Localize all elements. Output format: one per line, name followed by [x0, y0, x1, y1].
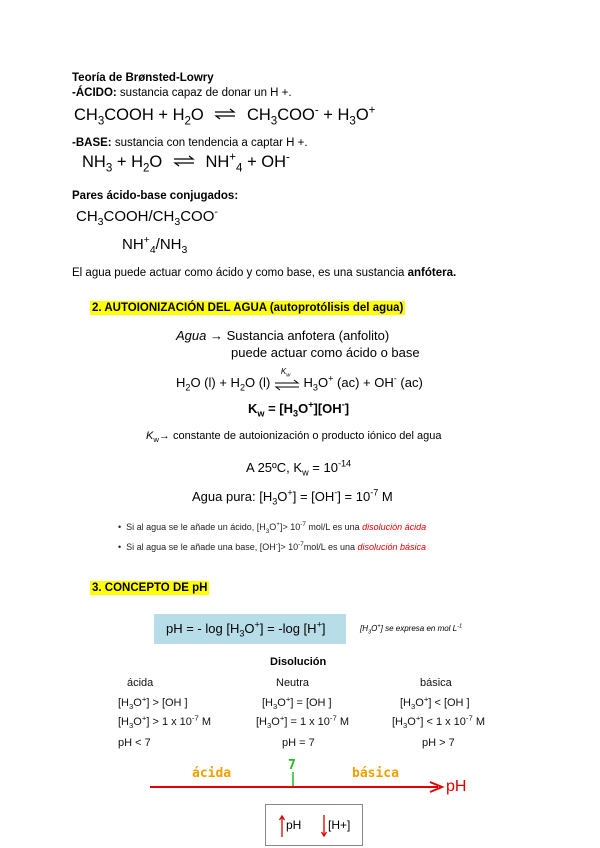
- section2-heading: 2. AUTOIONIZACIÓN DEL AGUA (autoprotólisis del agua): [92, 302, 404, 314]
- section3-heading: 3. CONCEPTO DE pH: [92, 582, 208, 594]
- scale-ph-label: pH: [446, 778, 467, 795]
- kw-description: $K_w\to$ constante de autoionización o producto iónico del agua: [146, 430, 442, 445]
- col-acid-name: ácida: [127, 677, 154, 689]
- equilibrium-arrow-icon: [214, 106, 236, 125]
- ph-formula: pH = - $\log [H_3O^+] = -\log$ [H+]: [166, 619, 326, 639]
- scale-basic-label: básica: [352, 766, 399, 781]
- base-definition: [72, 137, 308, 149]
- amphoteric-note: El agua puede actuar como ácido y como base, es una sustancia anfótera.: [72, 267, 457, 279]
- up-arrow-icon: [279, 815, 285, 837]
- pair-acetic: $CH_3COOH/CH_3COO^-$: [76, 206, 218, 228]
- water-amphoteric-line: Agua → Sustancia anfotera (anfolito): [176, 328, 390, 343]
- kw-equation: $K_w = [H_3O^+][OH^-]$: [248, 399, 350, 419]
- pairs-title: Pares ácido-base conjugados:: [72, 190, 239, 202]
- col-neutral-name: Neutra: [276, 677, 310, 689]
- base-def-text: sustancia con tendencia a captar H +.: [114, 137, 308, 149]
- base-equation: $NH_3 + H_2O$ $NH^+_4 + OH^-$: [82, 151, 290, 175]
- acid-def-text: sustancia capaz de donar un H +.: [119, 87, 292, 99]
- col-acid-r2: $[H_3O^+] > 1$ x $10^{-7}$ M: [118, 713, 211, 731]
- legend-h: [H+]: [328, 818, 351, 832]
- concentration-unit-note: $[H_3O^+]$ se expresa en mol $L^{-1}$: [360, 623, 463, 636]
- acid-label: -ÁCIDO:: [72, 87, 117, 99]
- pair-ammonium: $NH^+_4/NH_3$: [122, 234, 188, 256]
- col-neutral-r1: $[H_3O^+] = [OH$ ]: [262, 694, 332, 712]
- down-arrow-icon: [321, 815, 327, 837]
- legend-ph: pH: [286, 818, 302, 832]
- water-amphoteric-line2: puede actuar como ácido o base: [231, 345, 420, 360]
- table-title: Disolución: [270, 656, 327, 668]
- col-basic-name: básica: [420, 677, 452, 689]
- right-arrow-icon: →: [210, 328, 223, 343]
- col-neutral-r3: pH = 7: [282, 737, 315, 749]
- equilibrium-arrow-icon: $K_w$: [274, 377, 300, 391]
- right-arrow-icon: →: [158, 430, 170, 442]
- pure-water: Agua pura: $[H_3O^+] = [OH^-] = 10^{-7}$ M: [192, 487, 393, 507]
- col-acid-r1: $[H_3O^+] > [OH$ ]: [118, 694, 188, 712]
- equilibrium-arrow-icon: [173, 153, 195, 172]
- acid-definition: [72, 87, 292, 99]
- ph-scale-arrow: [148, 770, 448, 796]
- bullet-acid: • Si al agua se le añade un ácido, $[H_3O^+]> 10^{-7}$ mol/L es una disolución ácida: [118, 521, 427, 535]
- autoionization-equation: $H_2O$ $(l) + H_2O$ (l) $K_w$ $H_3O^+$ (ac) + OH- (ac): [176, 366, 423, 393]
- bullet-base: • Si al agua se le añade una base, $[OH^-]> 10^{-7}mol/L$ es una disolución básica: [118, 541, 427, 552]
- ph-legend-box: [265, 804, 363, 846]
- kw-value: A 25ºC, $K_w = 10^{-14}$: [246, 458, 352, 478]
- col-basic-r2: $[H_3O^+] < 1$ x $10^{-7}$ M: [392, 713, 485, 731]
- ph-formula-box: [154, 614, 346, 644]
- acid-equation: $CH_3COOH + H_2O$ $CH_3COO^- + H_3O^+$: [74, 104, 376, 128]
- col-basic-r3: pH > 7: [422, 737, 455, 749]
- scale-acid-label: ácida: [192, 766, 232, 781]
- base-label: -BASE:: [72, 137, 112, 149]
- scale-neutral-seven: 7: [288, 758, 296, 773]
- col-acid-r3: pH < 7: [118, 737, 151, 749]
- col-neutral-r2: $[H_3O^+] = 1$ x $10^{-7}$ M: [256, 713, 349, 731]
- bronsted-title: Teoría de Brønsted-Lowry: [72, 72, 214, 84]
- col-basic-r1: $[H_3O^+] < [OH$ ]: [400, 694, 470, 712]
